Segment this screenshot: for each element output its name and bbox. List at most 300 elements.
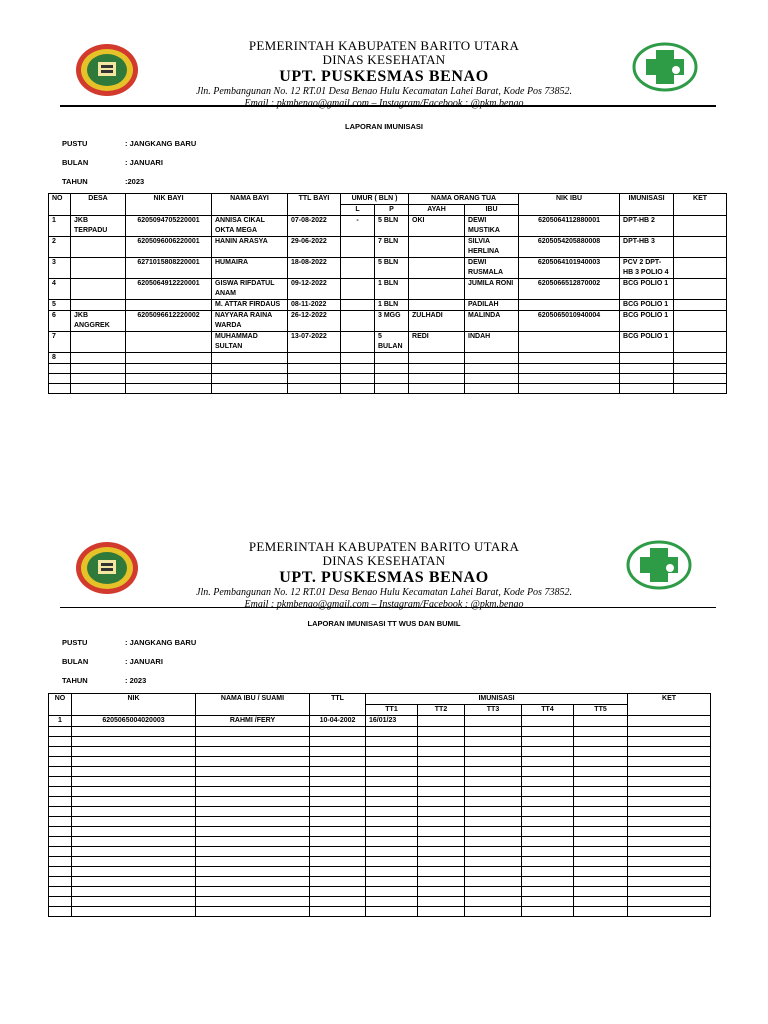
empty-cell bbox=[366, 867, 418, 877]
empty-cell bbox=[49, 837, 72, 847]
table-row-empty bbox=[49, 364, 727, 374]
col-header-imunisasi: IMUNISASI bbox=[366, 694, 628, 705]
empty-cell bbox=[49, 807, 72, 817]
cell-umur-l: - bbox=[341, 216, 375, 237]
empty-cell bbox=[49, 787, 72, 797]
table-row-empty bbox=[49, 897, 711, 907]
col-header-nik-bayi: NIK BAYI bbox=[126, 194, 212, 216]
empty-cell bbox=[310, 837, 366, 847]
empty-cell bbox=[366, 777, 418, 787]
cell-nik-ibu: 6205066512870002 bbox=[519, 279, 620, 300]
table-row-empty bbox=[49, 787, 711, 797]
table-row-empty bbox=[49, 867, 711, 877]
table-row bbox=[49, 311, 727, 332]
empty-cell bbox=[196, 857, 310, 867]
empty-cell bbox=[574, 777, 628, 787]
empty-cell bbox=[49, 737, 72, 747]
col-header-tt1: TT1 bbox=[366, 705, 418, 716]
cell-imunisasi: BCG POLIO 1 bbox=[620, 279, 674, 300]
cell-desa: JKB TERPADU bbox=[71, 216, 126, 237]
cell-no: 3 bbox=[49, 258, 71, 279]
meta-value: : JANGKANG BARU bbox=[125, 139, 197, 148]
table-row-empty bbox=[49, 837, 711, 847]
meta-value: :2023 bbox=[125, 177, 145, 186]
cell-ayah: ZULHADI bbox=[409, 311, 465, 332]
empty-cell bbox=[196, 727, 310, 737]
cell-nik-bayi: 6205096612220002 bbox=[126, 311, 212, 332]
empty-cell bbox=[196, 807, 310, 817]
cell-umur-p: 1 BLN bbox=[375, 300, 409, 311]
cell-ayah bbox=[409, 300, 465, 311]
empty-cell bbox=[465, 747, 522, 757]
empty-cell bbox=[418, 857, 465, 867]
empty-cell bbox=[72, 777, 196, 787]
table-row bbox=[49, 237, 727, 258]
empty-cell bbox=[574, 857, 628, 867]
empty-cell bbox=[310, 747, 366, 757]
cell-nama-bayi bbox=[212, 353, 288, 364]
cell-nama: RAHMI /FERY bbox=[196, 716, 310, 727]
cell-tt5 bbox=[574, 716, 628, 727]
empty-cell bbox=[574, 727, 628, 737]
cell-umur-l bbox=[341, 353, 375, 364]
empty-cell bbox=[522, 757, 574, 767]
cell-ayah bbox=[409, 353, 465, 364]
cell-umur-l bbox=[341, 300, 375, 311]
letterhead-department: DINAS KESEHATAN bbox=[322, 553, 446, 568]
empty-cell bbox=[72, 897, 196, 907]
empty-cell bbox=[196, 797, 310, 807]
letterhead-government: PEMERINTAH KABUPATEN BARITO UTARA bbox=[248, 38, 520, 53]
empty-cell bbox=[310, 857, 366, 867]
cell-imunisasi: PCV 2 DPT-HB 3 POLIO 4 bbox=[620, 258, 674, 279]
empty-cell bbox=[522, 847, 574, 857]
cell-tt2 bbox=[418, 716, 465, 727]
empty-cell bbox=[418, 777, 465, 787]
cell-ttl: 10-04-2002 bbox=[310, 716, 366, 727]
table-row-empty bbox=[49, 877, 711, 887]
empty-cell bbox=[72, 827, 196, 837]
empty-cell bbox=[49, 777, 72, 787]
empty-cell bbox=[522, 767, 574, 777]
empty-cell bbox=[310, 757, 366, 767]
empty-cell bbox=[574, 897, 628, 907]
letterhead-institution: UPT. PUSKESMAS BENAO bbox=[279, 68, 489, 85]
meta-label: BULAN bbox=[62, 657, 89, 666]
immunization-table bbox=[48, 193, 727, 394]
empty-cell bbox=[366, 767, 418, 777]
empty-cell bbox=[310, 827, 366, 837]
empty-cell bbox=[418, 867, 465, 877]
meta-label: TAHUN bbox=[62, 676, 88, 685]
cell-umur-l bbox=[341, 279, 375, 300]
meta-value: : JANUARI bbox=[125, 158, 163, 167]
cell-nik-ibu: 6205054205880008 bbox=[519, 237, 620, 258]
empty-cell bbox=[465, 857, 522, 867]
empty-cell bbox=[49, 727, 72, 737]
table-row bbox=[49, 258, 727, 279]
empty-cell bbox=[49, 877, 72, 887]
empty-cell bbox=[366, 907, 418, 917]
cell-nik-ibu bbox=[519, 300, 620, 311]
table-row-empty bbox=[49, 857, 711, 867]
letterhead-divider bbox=[60, 607, 716, 608]
cell-ttl-bayi: 07-08-2022 bbox=[288, 216, 341, 237]
empty-cell bbox=[465, 797, 522, 807]
empty-cell bbox=[522, 837, 574, 847]
empty-cell bbox=[72, 787, 196, 797]
empty-cell bbox=[465, 807, 522, 817]
table-row bbox=[49, 332, 727, 353]
meta-value: : JANUARI bbox=[125, 657, 163, 666]
col-header-imunisasi: IMUNISASI bbox=[620, 194, 674, 216]
empty-cell bbox=[574, 757, 628, 767]
cell-ket bbox=[674, 279, 727, 300]
empty-cell bbox=[522, 797, 574, 807]
cell-tt3 bbox=[465, 716, 522, 727]
empty-cell bbox=[418, 787, 465, 797]
empty-cell bbox=[418, 897, 465, 907]
empty-cell bbox=[628, 747, 711, 757]
cell-ibu: INDAH bbox=[465, 332, 519, 353]
empty-cell bbox=[310, 727, 366, 737]
empty-cell bbox=[310, 787, 366, 797]
col-header-no: NO bbox=[49, 694, 72, 716]
cell-nik-ibu: 6205064112880001 bbox=[519, 216, 620, 237]
empty-cell bbox=[49, 747, 72, 757]
empty-cell bbox=[574, 797, 628, 807]
empty-cell bbox=[522, 727, 574, 737]
col-header-nik-ibu: NIK IBU bbox=[519, 194, 620, 216]
empty-cell bbox=[310, 897, 366, 907]
empty-cell bbox=[310, 737, 366, 747]
cell-nama-bayi: NAYYARA RAINA WARDA bbox=[212, 311, 288, 332]
table-row-empty bbox=[49, 887, 711, 897]
empty-cell bbox=[72, 757, 196, 767]
empty-cell bbox=[522, 747, 574, 757]
cell-tt1: 16/01/23 bbox=[366, 716, 418, 727]
report-title: LAPORAN IMUNISASI TT WUS DAN BUMIL bbox=[307, 619, 461, 628]
cell-nik-bayi bbox=[126, 332, 212, 353]
empty-cell bbox=[310, 907, 366, 917]
empty-cell bbox=[418, 747, 465, 757]
empty-cell bbox=[310, 887, 366, 897]
empty-cell bbox=[628, 897, 711, 907]
empty-cell bbox=[418, 737, 465, 747]
empty-cell bbox=[418, 797, 465, 807]
empty-cell bbox=[49, 757, 72, 767]
cell-nik-ibu: 6205064101940003 bbox=[519, 258, 620, 279]
cell-ayah bbox=[409, 258, 465, 279]
empty-cell bbox=[522, 887, 574, 897]
meta-label: PUSTU bbox=[62, 139, 88, 148]
cell-ttl-bayi: 26-12-2022 bbox=[288, 311, 341, 332]
meta-label: TAHUN bbox=[62, 177, 88, 186]
cell-umur-p: 5 BLN bbox=[375, 216, 409, 237]
empty-cell bbox=[628, 877, 711, 887]
cell-ayah: OKI bbox=[409, 216, 465, 237]
empty-cell bbox=[418, 887, 465, 897]
letterhead-address: Jln. Pembangunan No. 12 RT.01 Desa Benao Hulu Kecamatan Lahei Barat, Kode Pos 73852. bbox=[196, 86, 572, 97]
cell-ttl-bayi: 29-06-2022 bbox=[288, 237, 341, 258]
empty-cell bbox=[418, 877, 465, 887]
empty-cell bbox=[522, 877, 574, 887]
cell-ket bbox=[674, 353, 727, 364]
empty-cell bbox=[574, 847, 628, 857]
empty-cell bbox=[49, 847, 72, 857]
empty-cell bbox=[628, 807, 711, 817]
empty-cell bbox=[418, 907, 465, 917]
cell-nik: 6205065004020003 bbox=[72, 716, 196, 727]
empty-cell bbox=[522, 857, 574, 867]
table-row-empty bbox=[49, 847, 711, 857]
empty-cell bbox=[196, 737, 310, 747]
cell-ket bbox=[628, 716, 711, 727]
cell-no: 6 bbox=[49, 311, 71, 332]
empty-cell bbox=[49, 797, 72, 807]
empty-cell bbox=[418, 757, 465, 767]
cell-no: 4 bbox=[49, 279, 71, 300]
cell-ayah bbox=[409, 279, 465, 300]
empty-cell bbox=[196, 747, 310, 757]
table-row-empty bbox=[49, 384, 727, 394]
cell-no: 1 bbox=[49, 716, 72, 727]
cell-ibu: DEWI RUSMALA bbox=[465, 258, 519, 279]
cell-umur-l bbox=[341, 258, 375, 279]
empty-cell bbox=[628, 787, 711, 797]
empty-cell bbox=[366, 847, 418, 857]
empty-cell bbox=[465, 887, 522, 897]
empty-cell bbox=[310, 847, 366, 857]
empty-cell bbox=[522, 817, 574, 827]
empty-cell bbox=[465, 877, 522, 887]
cell-no: 8 bbox=[49, 353, 71, 364]
letterhead-contact: Email : pkmbenao@gmail.com – Instagram/Facebook : @pkm.benao bbox=[244, 599, 524, 610]
col-header-tt2: TT2 bbox=[418, 705, 465, 716]
empty-cell bbox=[196, 877, 310, 887]
empty-cell bbox=[366, 897, 418, 907]
cell-ttl-bayi bbox=[288, 353, 341, 364]
cell-nik-bayi bbox=[126, 353, 212, 364]
table-row-empty bbox=[49, 757, 711, 767]
empty-cell bbox=[628, 797, 711, 807]
empty-cell bbox=[628, 767, 711, 777]
cell-ttl-bayi: 18-08-2022 bbox=[288, 258, 341, 279]
empty-cell bbox=[522, 827, 574, 837]
empty-cell bbox=[465, 867, 522, 877]
cell-umur-p: 5 BULAN bbox=[375, 332, 409, 353]
empty-cell bbox=[574, 787, 628, 797]
empty-cell bbox=[366, 877, 418, 887]
empty-cell bbox=[196, 777, 310, 787]
empty-cell bbox=[465, 777, 522, 787]
cell-nik-ibu: 6205065010940004 bbox=[519, 311, 620, 332]
empty-cell bbox=[522, 907, 574, 917]
empty-cell bbox=[49, 827, 72, 837]
empty-cell bbox=[196, 867, 310, 877]
col-header-ttl: TTL bbox=[310, 694, 366, 716]
col-header-p: P bbox=[375, 205, 409, 216]
immunization-table-body bbox=[49, 216, 727, 364]
col-header-tt5: TT5 bbox=[574, 705, 628, 716]
col-header-tt3: TT3 bbox=[465, 705, 522, 716]
cell-ttl-bayi: 13-07-2022 bbox=[288, 332, 341, 353]
empty-cell bbox=[465, 907, 522, 917]
empty-cell bbox=[465, 817, 522, 827]
col-header-nama-bayi: NAMA BAYI bbox=[212, 194, 288, 216]
cell-ket bbox=[674, 332, 727, 353]
col-header-ibu: IBU bbox=[465, 205, 519, 216]
cell-nik-bayi: 6205064912220001 bbox=[126, 279, 212, 300]
cell-ttl-bayi: 08-11-2022 bbox=[288, 300, 341, 311]
cell-desa bbox=[71, 237, 126, 258]
empty-cell bbox=[418, 847, 465, 857]
empty-cell bbox=[628, 777, 711, 787]
letterhead-institution: UPT. PUSKESMAS BENAO bbox=[279, 569, 489, 586]
table-row-empty bbox=[49, 737, 711, 747]
empty-cell bbox=[465, 837, 522, 847]
col-header-l: L bbox=[341, 205, 375, 216]
report-title: LAPORAN IMUNISASI bbox=[345, 122, 423, 131]
cell-umur-p: 7 BLN bbox=[375, 237, 409, 258]
table-row-empty bbox=[49, 767, 711, 777]
col-header-tt4: TT4 bbox=[522, 705, 574, 716]
empty-cell bbox=[418, 807, 465, 817]
table-row bbox=[49, 216, 727, 237]
cell-no: 1 bbox=[49, 216, 71, 237]
cell-tt4 bbox=[522, 716, 574, 727]
cell-umur-p: 3 MGG bbox=[375, 311, 409, 332]
table-row-empty bbox=[49, 807, 711, 817]
empty-cell bbox=[196, 787, 310, 797]
cell-imunisasi: BCG POLIO 1 bbox=[620, 300, 674, 311]
empty-cell bbox=[522, 867, 574, 877]
empty-cell bbox=[522, 737, 574, 747]
empty-cell bbox=[72, 837, 196, 847]
cell-nik-bayi: 6271015808220001 bbox=[126, 258, 212, 279]
letterhead-address: Jln. Pembangunan No. 12 RT.01 Desa Benao Hulu Kecamatan Lahei Barat, Kode Pos 73852. bbox=[196, 587, 572, 598]
cell-imunisasi: DPT-HB 3 bbox=[620, 237, 674, 258]
letterhead-department: DINAS KESEHATAN bbox=[322, 52, 446, 67]
cell-nik-bayi: 6205094705220001 bbox=[126, 216, 212, 237]
cell-ket bbox=[674, 300, 727, 311]
empty-cell bbox=[522, 777, 574, 787]
empty-cell bbox=[628, 737, 711, 747]
cell-desa bbox=[71, 258, 126, 279]
empty-cell bbox=[628, 867, 711, 877]
empty-cell bbox=[574, 837, 628, 847]
cell-umur-l bbox=[341, 311, 375, 332]
table-row bbox=[49, 279, 727, 300]
col-header-desa: DESA bbox=[71, 194, 126, 216]
empty-cell bbox=[49, 817, 72, 827]
cell-umur-p: 5 BLN bbox=[375, 258, 409, 279]
cell-imunisasi: DPT-HB 2 bbox=[620, 216, 674, 237]
empty-cell bbox=[418, 817, 465, 827]
cell-desa bbox=[71, 279, 126, 300]
empty-cell bbox=[366, 797, 418, 807]
empty-cell bbox=[196, 847, 310, 857]
empty-cell bbox=[574, 887, 628, 897]
empty-cell bbox=[574, 767, 628, 777]
cell-ibu: JUMILA RONI bbox=[465, 279, 519, 300]
col-header-nama: NAMA IBU / SUAMI bbox=[196, 694, 310, 716]
cell-imunisasi: BCG POLIO 1 bbox=[620, 332, 674, 353]
letterhead bbox=[0, 39, 768, 110]
cell-nama-bayi: HANIN ARASYA bbox=[212, 237, 288, 258]
empty-cell bbox=[522, 897, 574, 907]
empty-cell bbox=[72, 817, 196, 827]
empty-cell bbox=[366, 827, 418, 837]
empty-cell bbox=[522, 807, 574, 817]
meta-value: : 2023 bbox=[125, 676, 147, 685]
table-row-empty bbox=[49, 907, 711, 917]
col-header-no: NO bbox=[49, 194, 71, 216]
empty-cell bbox=[522, 787, 574, 797]
cell-ibu: SILVIA HERLINA bbox=[465, 237, 519, 258]
cell-nik-ibu bbox=[519, 353, 620, 364]
empty-cell bbox=[49, 897, 72, 907]
letterhead-government: PEMERINTAH KABUPATEN BARITO UTARA bbox=[248, 539, 520, 554]
table-row-empty bbox=[49, 777, 711, 787]
cell-ttl-bayi: 09-12-2022 bbox=[288, 279, 341, 300]
empty-cell bbox=[418, 727, 465, 737]
cell-nama-bayi: ANNISA CIKAL OKTA MEGA bbox=[212, 216, 288, 237]
empty-cell bbox=[628, 827, 711, 837]
cell-umur-p bbox=[375, 353, 409, 364]
meta-label: BULAN bbox=[62, 158, 89, 167]
empty-cell bbox=[574, 867, 628, 877]
cell-ibu: DEWI MUSTIKA bbox=[465, 216, 519, 237]
empty-cell bbox=[366, 727, 418, 737]
empty-cell bbox=[574, 827, 628, 837]
empty-cell bbox=[72, 737, 196, 747]
empty-cell bbox=[465, 847, 522, 857]
table-row-empty bbox=[49, 374, 727, 384]
empty-cell bbox=[465, 727, 522, 737]
empty-cell bbox=[628, 847, 711, 857]
empty-cell bbox=[72, 747, 196, 757]
col-header-nik: NIK bbox=[72, 694, 196, 716]
cell-ibu bbox=[465, 353, 519, 364]
cell-ibu: MALINDA bbox=[465, 311, 519, 332]
empty-cell bbox=[366, 817, 418, 827]
empty-cell bbox=[72, 887, 196, 897]
cell-umur-l bbox=[341, 237, 375, 258]
table-row-empty bbox=[49, 727, 711, 737]
empty-cell bbox=[196, 897, 310, 907]
empty-cell bbox=[72, 857, 196, 867]
empty-cell bbox=[310, 807, 366, 817]
empty-cell bbox=[628, 857, 711, 867]
col-header-ttl-bayi: TTL BAYI bbox=[288, 194, 341, 216]
empty-cell bbox=[196, 767, 310, 777]
empty-cell bbox=[366, 887, 418, 897]
empty-cell bbox=[72, 867, 196, 877]
empty-cell bbox=[574, 877, 628, 887]
empty-cell bbox=[465, 787, 522, 797]
empty-cell bbox=[366, 737, 418, 747]
empty-cell bbox=[418, 827, 465, 837]
cell-nama-bayi: HUMAIRA bbox=[212, 258, 288, 279]
cell-nik-bayi: 6205096006220001 bbox=[126, 237, 212, 258]
empty-cell bbox=[196, 817, 310, 827]
col-header-ayah: AYAH bbox=[409, 205, 465, 216]
letterhead-divider bbox=[60, 105, 716, 107]
empty-cell bbox=[628, 817, 711, 827]
empty-cell bbox=[196, 757, 310, 767]
cell-ket bbox=[674, 216, 727, 237]
